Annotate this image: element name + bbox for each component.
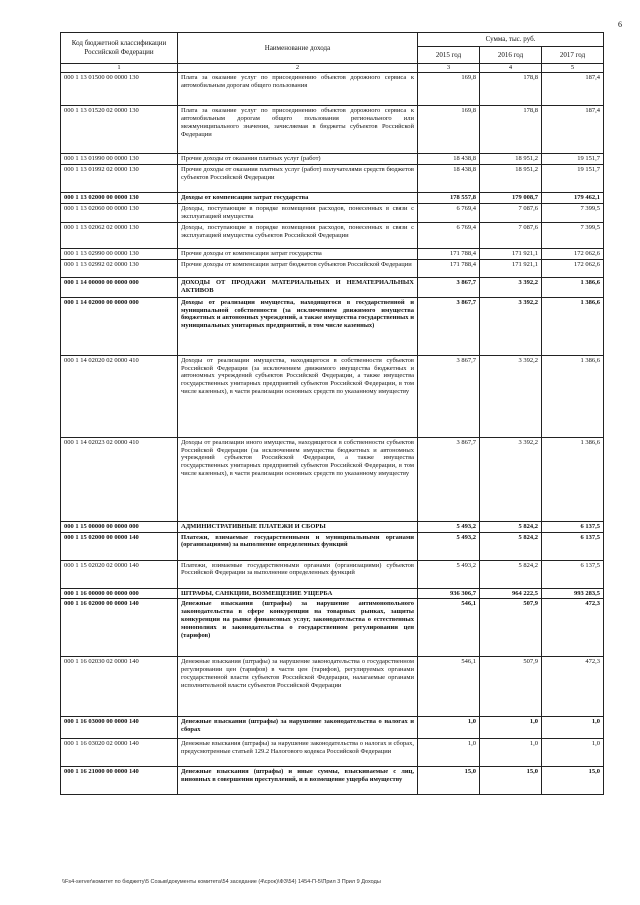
table-row <box>61 717 604 739</box>
revenue-name: Денежные взыскания (штрафы) и иные суммы, взыскиваемые с лиц, виновных в совершении преступлений, и в возмещение ущерба имуществу <box>178 767 418 795</box>
file-path-footer: \\Fs4-server\комитет по бюджету\5 Созыв\документы комитета\54 заседание (4\cрок)\ФЗ\54) 1454-П-5\Прил 3 Прил 9 Доходы <box>62 879 381 885</box>
budget-code: 000 1 16 02000 00 0000 140 <box>61 599 178 657</box>
revenue-name: Прочие доходы от оказания платных услуг (работ) <box>178 154 418 165</box>
amount-2017: 472,3 <box>542 657 604 717</box>
budget-code: 000 1 14 02000 00 0000 000 <box>61 297 178 355</box>
header-year-2017: 2017 год <box>542 47 604 64</box>
amount-2016: 5 824,2 <box>480 560 542 588</box>
amount-2016: 179 008,7 <box>480 192 542 203</box>
table-row <box>61 203 604 222</box>
table-row <box>61 355 604 437</box>
amount-2017: 7 399,5 <box>542 203 604 222</box>
page-number: 6 <box>618 20 622 29</box>
table-row <box>61 521 604 532</box>
budget-code: 000 1 13 02992 02 0000 130 <box>61 259 178 277</box>
revenue-name: Прочие доходы от оказания платных услуг (работ) получателями средств бюджетов субъектов Российской Федерации <box>178 164 418 192</box>
header-year-2015: 2015 год <box>418 47 480 64</box>
revenue-name: Доходы от реализации иного имущества, находящегося в собственности субъектов Российской Федерации (за исключением имущества бюджетных и автономных учреждений субъектов Российской Федерации, а также имущества государственных унитарных предприятий субъектов Российской Федерации, в том числе казенных), в части реализации основных средств по указанному имуществу <box>178 437 418 521</box>
amount-2015: 3 867,7 <box>418 277 480 297</box>
header-sum: Сумма, тыс. руб. <box>418 33 604 47</box>
amount-2015: 546,1 <box>418 657 480 717</box>
amount-2016: 3 392,2 <box>480 297 542 355</box>
col-index-1: 1 <box>61 64 178 73</box>
col-index-5: 5 <box>542 64 604 73</box>
budget-code: 000 1 13 02062 02 0000 130 <box>61 222 178 248</box>
amount-2016: 5 824,2 <box>480 521 542 532</box>
amount-2015: 18 438,8 <box>418 164 480 192</box>
revenue-name: Платежи, взимаемые государственными и муниципальными органами (организациями) за выполнение определенных функций <box>178 532 418 560</box>
amount-2015: 5 493,2 <box>418 532 480 560</box>
table-row <box>61 588 604 599</box>
amount-2015: 1,0 <box>418 739 480 767</box>
amount-2015: 178 557,8 <box>418 192 480 203</box>
budget-code: 000 1 14 00000 00 0000 000 <box>61 277 178 297</box>
amount-2015: 169,8 <box>418 73 480 106</box>
amount-2015: 936 306,7 <box>418 588 480 599</box>
amount-2015: 3 867,7 <box>418 437 480 521</box>
header-year-2016: 2016 год <box>480 47 542 64</box>
amount-2017: 6 137,5 <box>542 560 604 588</box>
table-row <box>61 106 604 154</box>
amount-2016: 507,9 <box>480 657 542 717</box>
amount-2016: 171 921,1 <box>480 248 542 259</box>
budget-code: 000 1 14 02020 02 0000 410 <box>61 355 178 437</box>
revenue-name: Прочие доходы от компенсации затрат бюджетов субъектов Российской Федерации <box>178 259 418 277</box>
revenue-name: АДМИНИСТРАТИВНЫЕ ПЛАТЕЖИ И СБОРЫ <box>178 521 418 532</box>
amount-2016: 7 087,6 <box>480 203 542 222</box>
table-row <box>61 154 604 165</box>
revenue-name: Денежные взыскания (штрафы) за нарушение законодательства о налогах и сборах <box>178 717 418 739</box>
amount-2017: 179 462,1 <box>542 192 604 203</box>
amount-2016: 3 392,2 <box>480 277 542 297</box>
col-index-2: 2 <box>178 64 418 73</box>
table-row <box>61 599 604 657</box>
col-index-4: 4 <box>480 64 542 73</box>
col-index-3: 3 <box>418 64 480 73</box>
table-header <box>61 33 604 73</box>
amount-2016: 3 392,2 <box>480 437 542 521</box>
amount-2017: 472,3 <box>542 599 604 657</box>
table-row <box>61 297 604 355</box>
table-row <box>61 277 604 297</box>
budget-code: 000 1 16 03020 02 0000 140 <box>61 739 178 767</box>
header-code: Код бюджетной классификации Российской Федерации <box>61 33 178 64</box>
amount-2015: 1,0 <box>418 717 480 739</box>
table-row <box>61 259 604 277</box>
table-row <box>61 739 604 767</box>
amount-2016: 5 824,2 <box>480 532 542 560</box>
amount-2017: 1 386,6 <box>542 277 604 297</box>
amount-2016: 15,0 <box>480 767 542 795</box>
budget-code: 000 1 16 03000 00 0000 140 <box>61 717 178 739</box>
budget-code: 000 1 13 01500 00 0000 130 <box>61 73 178 106</box>
amount-2017: 15,0 <box>542 767 604 795</box>
budget-code: 000 1 15 02000 00 0000 140 <box>61 532 178 560</box>
amount-2017: 1,0 <box>542 739 604 767</box>
table-row <box>61 532 604 560</box>
amount-2017: 1 386,6 <box>542 437 604 521</box>
amount-2017: 1,0 <box>542 717 604 739</box>
amount-2017: 187,4 <box>542 106 604 154</box>
revenue-name: Прочие доходы от компенсации затрат государства <box>178 248 418 259</box>
amount-2016: 964 222,5 <box>480 588 542 599</box>
budget-code: 000 1 13 01520 02 0000 130 <box>61 106 178 154</box>
amount-2015: 169,8 <box>418 106 480 154</box>
revenue-name: ШТРАФЫ, САНКЦИИ, ВОЗМЕЩЕНИЕ УЩЕРБА <box>178 588 418 599</box>
revenue-name: Доходы, поступающие в порядке возмещения расходов, понесенных в связи с эксплуатацией имущества субъектов Российской Федерации <box>178 222 418 248</box>
revenue-name: Платежи, взимаемые государственными органами (организациями) субъектов Российской Федерации за выполнение определенных функций <box>178 560 418 588</box>
amount-2016: 171 921,1 <box>480 259 542 277</box>
budget-code: 000 1 13 02060 00 0000 130 <box>61 203 178 222</box>
revenue-name: Доходы от компенсации затрат государства <box>178 192 418 203</box>
amount-2015: 5 493,2 <box>418 521 480 532</box>
amount-2015: 3 867,7 <box>418 297 480 355</box>
amount-2017: 19 151,7 <box>542 154 604 165</box>
revenue-name: Денежные взыскания (штрафы) за нарушение законодательства о государственном регулировании цен (тарифов) в части цен (тарифов), регулируемых органами государственной власти субъектов Российской Федерации, налагаемые органами исполнительной власти субъектов Российской Федерации <box>178 657 418 717</box>
amount-2015: 6 769,4 <box>418 222 480 248</box>
amount-2016: 18 951,2 <box>480 164 542 192</box>
amount-2015: 15,0 <box>418 767 480 795</box>
table-row <box>61 222 604 248</box>
budget-code: 000 1 13 01992 02 0000 130 <box>61 164 178 192</box>
revenue-name: Доходы от реализации имущества, находящегося в государственной и муниципальной собственности (за исключением движимого имущества бюджетных и автономных учреждений, а также имущества государственных и муниципальных унитарных предприятий, в том числе казенных) <box>178 297 418 355</box>
amount-2017: 19 151,7 <box>542 164 604 192</box>
budget-code: 000 1 15 02020 02 0000 140 <box>61 560 178 588</box>
revenue-name: Плата за оказание услуг по присоединению объектов дорожного сервиса к автомобильным дорогам общего пользования регионального или межмуниципального значения, зачисляемая в бюджеты субъектов Российской Федерации <box>178 106 418 154</box>
revenue-name: Денежные взыскания (штрафы) за нарушение законодательства о налогах и сборах, предусмотренные статьей 129.2 Налогового кодекса Российской Федерации <box>178 739 418 767</box>
amount-2017: 6 137,5 <box>542 532 604 560</box>
revenue-name: Доходы, поступающие в порядке возмещения расходов, понесенных в связи с эксплуатацией имущества <box>178 203 418 222</box>
table-row <box>61 767 604 795</box>
amount-2016: 1,0 <box>480 717 542 739</box>
budget-code: 000 1 14 02023 02 0000 410 <box>61 437 178 521</box>
amount-2017: 1 386,6 <box>542 297 604 355</box>
amount-2015: 171 788,4 <box>418 259 480 277</box>
amount-2017: 6 137,5 <box>542 521 604 532</box>
amount-2015: 171 788,4 <box>418 248 480 259</box>
amount-2016: 178,8 <box>480 73 542 106</box>
amount-2016: 18 951,2 <box>480 154 542 165</box>
table-row <box>61 560 604 588</box>
amount-2015: 3 867,7 <box>418 355 480 437</box>
amount-2015: 546,1 <box>418 599 480 657</box>
amount-2017: 1 386,6 <box>542 355 604 437</box>
revenue-name: Денежные взыскания (штрафы) за нарушение антимонопольного законодательства в сфере конкуренции на товарных рынках, защиты конкуренции на рынке финансовых услуг, законодательства о естественных монополиях и законодательства о государственном регулировании цен (тарифов) <box>178 599 418 657</box>
budget-code: 000 1 13 01990 00 0000 130 <box>61 154 178 165</box>
amount-2017: 187,4 <box>542 73 604 106</box>
budget-code: 000 1 13 02000 00 0000 130 <box>61 192 178 203</box>
header-name: Наименование дохода <box>178 33 418 64</box>
amount-2016: 178,8 <box>480 106 542 154</box>
budget-code: 000 1 15 00000 00 0000 000 <box>61 521 178 532</box>
table-row <box>61 73 604 106</box>
table-row <box>61 164 604 192</box>
amount-2015: 18 438,8 <box>418 154 480 165</box>
table-row <box>61 657 604 717</box>
amount-2016: 3 392,2 <box>480 355 542 437</box>
revenue-name: ДОХОДЫ ОТ ПРОДАЖИ МАТЕРИАЛЬНЫХ И НЕМАТЕРИАЛЬНЫХ АКТИВОВ <box>178 277 418 297</box>
revenue-table <box>60 32 604 795</box>
amount-2016: 507,9 <box>480 599 542 657</box>
table-row <box>61 248 604 259</box>
table-row <box>61 192 604 203</box>
amount-2015: 6 769,4 <box>418 203 480 222</box>
amount-2016: 1,0 <box>480 739 542 767</box>
budget-code: 000 1 16 00000 00 0000 000 <box>61 588 178 599</box>
budget-code: 000 1 13 02990 00 0000 130 <box>61 248 178 259</box>
revenue-name: Доходы от реализации имущества, находящегося в собственности субъектов Российской Федерации (за исключением движимого имущества бюджетных и автономных учреждений субъектов Российской Федерации, а также имущества государственных унитарных предприятий субъектов Российской Федерации, в том числе казенных), в части реализации основных средств по указанному имуществу <box>178 355 418 437</box>
table-row <box>61 437 604 521</box>
amount-2017: 172 062,6 <box>542 248 604 259</box>
amount-2017: 172 062,6 <box>542 259 604 277</box>
amount-2017: 993 283,5 <box>542 588 604 599</box>
revenue-name: Плата за оказание услуг по присоединению объектов дорожного сервиса к автомобильным дорогам общего пользования <box>178 73 418 106</box>
budget-code: 000 1 16 02030 02 0000 140 <box>61 657 178 717</box>
amount-2017: 7 399,5 <box>542 222 604 248</box>
amount-2015: 5 493,2 <box>418 560 480 588</box>
budget-code: 000 1 16 21000 00 0000 140 <box>61 767 178 795</box>
table-body <box>61 73 604 795</box>
amount-2016: 7 087,6 <box>480 222 542 248</box>
